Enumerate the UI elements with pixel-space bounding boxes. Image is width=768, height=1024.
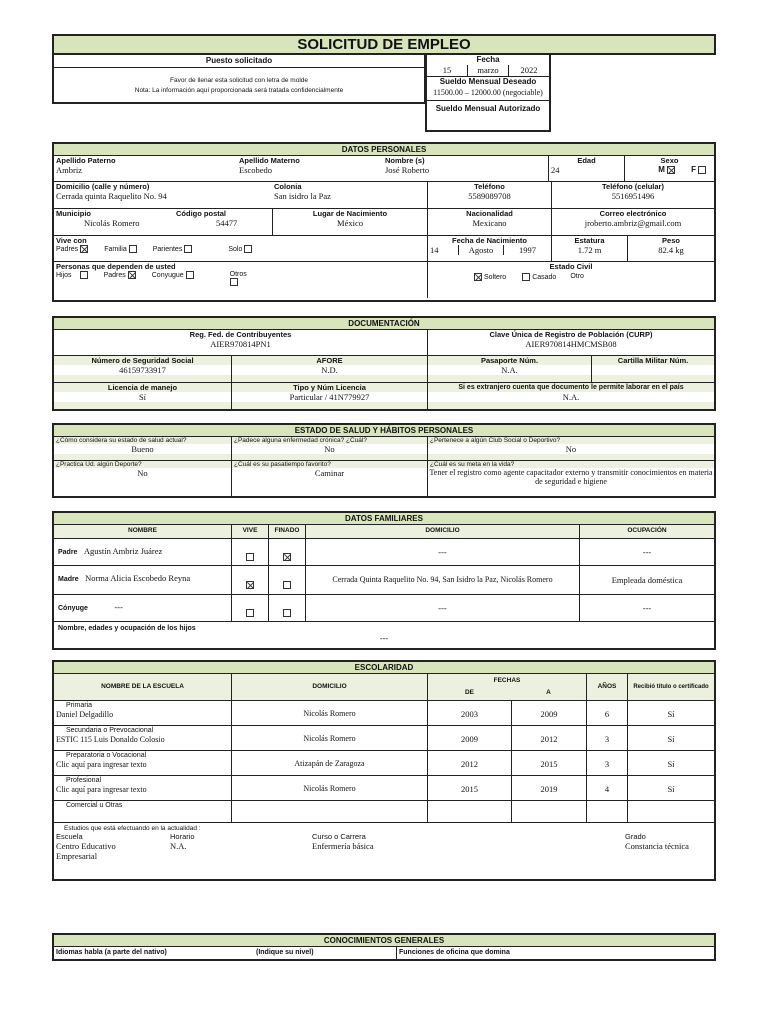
familiar-row-padre bbox=[54, 538, 714, 565]
colonia-cell bbox=[272, 182, 427, 208]
conocimientos-section bbox=[52, 933, 716, 961]
salud-q6-cell bbox=[427, 461, 714, 496]
col-vive: VIVE bbox=[231, 525, 268, 538]
funciones-label: Funciones de oficina que domina bbox=[396, 947, 714, 959]
pasaporte-value[interactable]: N.A. bbox=[428, 365, 591, 375]
salud-q3: ¿Pertenece a algún Club Social o Deportivo? bbox=[430, 437, 561, 444]
rfc-value[interactable]: AIER970814PN1 bbox=[210, 339, 271, 349]
esc-anos[interactable]: 4 bbox=[586, 776, 627, 800]
salud-q5: ¿Cuál es su pasatiempo favorito? bbox=[232, 461, 427, 468]
padre-vive-cell bbox=[231, 539, 268, 565]
cartilla-cell bbox=[591, 356, 714, 382]
esc-de[interactable]: 2009 bbox=[427, 726, 511, 750]
salud-a6[interactable]: Tener el registro como agente capacitador externo y transmitir conocimientos en materia de seguridad e higiene bbox=[429, 468, 713, 486]
conocimientos-header bbox=[54, 947, 714, 959]
familiar-row-conyugue bbox=[54, 594, 714, 621]
sexo-m-checkbox[interactable] bbox=[667, 166, 675, 174]
actual-curso-cell bbox=[310, 832, 623, 861]
edad-cell bbox=[548, 156, 624, 181]
salud-q3-cell bbox=[427, 437, 714, 460]
peso-value[interactable]: 82.4 kg bbox=[658, 245, 684, 255]
ec-otro-label: Otro bbox=[570, 273, 584, 280]
salud-section bbox=[52, 423, 716, 498]
vive-solo-checkbox[interactable] bbox=[244, 245, 252, 253]
esc-de[interactable]: 2015 bbox=[427, 776, 511, 800]
salud-q2-cell bbox=[231, 437, 427, 460]
esc-titulo[interactable]: Sí bbox=[627, 776, 714, 800]
tipo-lic-value[interactable]: Particular / 41N779927 bbox=[232, 392, 427, 402]
dep-hijos-checkbox[interactable] bbox=[80, 271, 88, 279]
madre-vive-checkbox[interactable] bbox=[246, 581, 254, 589]
doc-row-2 bbox=[54, 355, 714, 382]
conocimientos-title: CONOCIMIENTOS GENERALES bbox=[54, 935, 714, 947]
apellido-materno-value[interactable]: Escobedo bbox=[239, 165, 273, 175]
peso-label: Peso bbox=[662, 236, 680, 245]
actual-grado-cell bbox=[623, 832, 714, 861]
estatura-value[interactable]: 1.72 m bbox=[577, 245, 602, 255]
esc-col-escuela: NOMBRE DE LA ESCUELA bbox=[101, 683, 184, 690]
dp-row-5 bbox=[54, 261, 714, 298]
sueldo-deseado-value[interactable]: 11500.00 – 12000.00 (negociable) bbox=[427, 87, 549, 101]
esc-nivel: Primaria bbox=[66, 702, 93, 709]
padre-cell bbox=[54, 539, 231, 565]
afore-value[interactable]: N.D. bbox=[232, 365, 427, 375]
pasaporte-label: Pasaporte Núm. bbox=[480, 356, 539, 365]
apellido-paterno-cell bbox=[54, 156, 237, 181]
idiomas-label: Idiomas habla (a parte del nativo) bbox=[56, 949, 167, 956]
esc-escuela[interactable]: Clic aquí para ingresar texto bbox=[56, 760, 147, 769]
actual-grado-label: Grado bbox=[625, 832, 646, 841]
salud-q1: ¿Cómo considera su estado de salud actual? bbox=[56, 437, 187, 444]
dp-row-3 bbox=[54, 208, 714, 235]
esc-domicilio[interactable]: Nicolás Romero bbox=[231, 776, 427, 800]
salud-row-2 bbox=[54, 460, 714, 496]
apellido-materno-cell bbox=[237, 156, 383, 181]
actual-escuela-value[interactable]: Centro Educativo Empresarial bbox=[56, 841, 116, 861]
cartilla-label: Cartilla Militar Núm. bbox=[617, 356, 689, 365]
vive-parientes-label: Parientes bbox=[152, 245, 183, 253]
nss-label: Número de Seguridad Social bbox=[91, 356, 194, 365]
vive-parientes-checkbox[interactable] bbox=[184, 245, 192, 253]
salud-q1-cell bbox=[54, 437, 231, 460]
extranjero-value[interactable]: N.A. bbox=[428, 392, 714, 402]
lugar-nac-label: Lugar de Nacimiento bbox=[312, 209, 388, 218]
ec-soltero-checkbox[interactable] bbox=[474, 273, 482, 281]
dependen-cell bbox=[54, 262, 427, 298]
fecha-nac-label: Fecha de Nacimiento bbox=[451, 236, 528, 245]
escolaridad-section bbox=[52, 660, 716, 881]
dep-conyugue-label: Conyugue bbox=[151, 271, 184, 279]
colonia-label: Colonia bbox=[274, 182, 302, 191]
salud-a5[interactable]: Caminar bbox=[314, 468, 345, 478]
telefono-label: Teléfono bbox=[474, 182, 505, 191]
salud-a1[interactable]: Bueno bbox=[54, 444, 231, 454]
esc-col-fechas: FECHAS bbox=[493, 677, 521, 684]
esc-titulo[interactable] bbox=[627, 801, 714, 822]
escolaridad-rows bbox=[54, 700, 714, 822]
dep-padres-label: Padres bbox=[103, 271, 126, 279]
actual-grado-value[interactable]: Constancia técnica bbox=[625, 841, 689, 851]
salud-title: ESTADO DE SALUD Y HÁBITOS PERSONALES bbox=[54, 425, 714, 437]
escolaridad-header bbox=[54, 674, 714, 700]
correo-label: Correo electrónico bbox=[599, 209, 667, 218]
nombre-label: Nombre (s) bbox=[385, 156, 425, 165]
fecha-nac-month[interactable]: Agosto bbox=[458, 245, 504, 255]
sexo-label: Sexo bbox=[660, 156, 679, 165]
licencia-label: Licencia de manejo bbox=[107, 383, 178, 392]
instruction-text: Favor de llenar esta solicitud con letra de molde bbox=[169, 77, 309, 84]
madre-ocupacion[interactable]: Empleada doméstica bbox=[579, 566, 714, 594]
salud-a3[interactable]: No bbox=[428, 444, 714, 454]
domicilio-value[interactable]: Cerrada quinta Raquelito No. 94 bbox=[56, 191, 167, 201]
extranjero-label: Si es extranjero cuenta que documento le permite laborar en el país bbox=[458, 384, 684, 391]
esc-anos[interactable]: 3 bbox=[586, 751, 627, 775]
puesto-field[interactable] bbox=[54, 68, 424, 76]
familiar-row-madre bbox=[54, 565, 714, 594]
doc-row-1 bbox=[54, 330, 714, 355]
esc-domicilio[interactable]: Nicolás Romero bbox=[231, 701, 427, 725]
sexo-cell bbox=[624, 156, 714, 181]
esc-school-cell bbox=[54, 801, 231, 822]
madre-domicilio[interactable]: Cerrada Quinta Raquelito No. 94, San Isidro la Paz, Nicolás Romero bbox=[305, 566, 579, 594]
dep-padres-checkbox[interactable] bbox=[128, 271, 136, 279]
celular-value[interactable]: 5516951496 bbox=[611, 191, 655, 201]
padre-name[interactable]: Agustín Ambriz Juárez bbox=[83, 546, 163, 556]
afore-cell bbox=[231, 356, 427, 382]
afore-label: AFORE bbox=[316, 356, 343, 365]
esc-nivel: Secundaria o Prevocacional bbox=[66, 727, 154, 734]
esc-school-cell bbox=[54, 751, 231, 775]
dep-otros-checkbox[interactable] bbox=[230, 278, 238, 286]
fecha-nac-day[interactable]: 14 bbox=[430, 245, 439, 255]
ec-soltero-label: Soltero bbox=[484, 273, 507, 281]
escolaridad-row bbox=[54, 725, 714, 750]
correo-cell bbox=[551, 209, 714, 235]
padre-ocupacion[interactable]: --- bbox=[579, 539, 714, 565]
conyugue-ocupacion[interactable]: --- bbox=[579, 595, 714, 621]
municipio-value[interactable]: Nicolás Romero bbox=[84, 218, 140, 228]
escolaridad-row bbox=[54, 800, 714, 822]
estudios-actuales bbox=[54, 822, 714, 868]
hijos-value[interactable]: --- bbox=[379, 633, 389, 643]
familiar-row-hijos bbox=[54, 621, 714, 649]
dp-row-2 bbox=[54, 181, 714, 208]
esc-escuela[interactable]: Clic aquí para ingresar texto bbox=[56, 785, 147, 794]
fecha-row bbox=[427, 65, 549, 77]
tipo-lic-cell bbox=[231, 383, 427, 409]
padre-vive-checkbox[interactable] bbox=[246, 553, 254, 561]
salud-q2: ¿Padece alguna enfermedad crónica? ¿Cuál? bbox=[234, 437, 367, 444]
conyugue-cell bbox=[54, 595, 231, 621]
col-ocupacion: OCUPACIÓN bbox=[579, 525, 714, 538]
colonia-value[interactable]: San isidro la Paz bbox=[274, 191, 331, 201]
curp-label: Clave Única de Registro de Población (CURP) bbox=[489, 330, 653, 339]
escolaridad-row bbox=[54, 700, 714, 725]
actual-label: Estudios que está efectuando en la actualidad : bbox=[64, 825, 201, 832]
madre-finado-checkbox[interactable] bbox=[283, 581, 291, 589]
vive-familia-checkbox[interactable] bbox=[129, 245, 137, 253]
edad-value[interactable]: 24 bbox=[551, 165, 560, 175]
actual-curso-label: Curso o Carrera bbox=[312, 832, 366, 841]
esc-anos[interactable]: 6 bbox=[586, 701, 627, 725]
col-nombre: NOMBRE bbox=[54, 525, 231, 538]
puesto-label: Puesto solicitado bbox=[54, 54, 424, 68]
ec-casado-checkbox[interactable] bbox=[522, 273, 530, 281]
cp-value[interactable]: 54477 bbox=[216, 218, 238, 228]
fecha-label: Fecha bbox=[476, 55, 500, 64]
esc-anos[interactable] bbox=[586, 801, 627, 822]
salud-a4[interactable]: No bbox=[137, 468, 148, 478]
salud-q6: ¿Cuál es su meta en la vida? bbox=[428, 461, 714, 468]
cartilla-value[interactable] bbox=[592, 365, 714, 375]
lugar-nac-value[interactable]: México bbox=[337, 218, 363, 228]
curp-value[interactable]: AIER970814HMCMSB08 bbox=[525, 339, 617, 349]
lugar-nac-cell bbox=[272, 209, 427, 235]
celular-label: Teléfono (celular) bbox=[602, 182, 664, 191]
vive-solo-label: Solo bbox=[228, 245, 243, 253]
salud-a2[interactable]: No bbox=[232, 444, 427, 454]
estado-civil-label: Estado Civil bbox=[549, 262, 593, 271]
sueldo-deseado-label: Sueldo Mensual Deseado bbox=[439, 77, 537, 86]
familiares-title: DATOS FAMILIARES bbox=[54, 513, 714, 525]
escolaridad-row bbox=[54, 775, 714, 800]
padre-label: Padre bbox=[58, 549, 78, 556]
licencia-value[interactable]: Sí bbox=[54, 392, 231, 402]
esc-col-titulo: Recibió título o certificado bbox=[627, 674, 714, 700]
esc-school-cell bbox=[54, 701, 231, 725]
correo-value[interactable]: jroberto.ambriz@gmail.com bbox=[584, 218, 682, 228]
esc-a[interactable]: 2012 bbox=[511, 726, 586, 750]
fecha-nac-year[interactable]: 1997 bbox=[519, 245, 536, 255]
fecha-year[interactable]: 2022 bbox=[520, 65, 538, 75]
actual-horario-cell bbox=[168, 832, 310, 861]
nombre-cell bbox=[383, 156, 548, 181]
nivel-label: (Indique su nivel) bbox=[256, 949, 314, 956]
esc-col-de: DE bbox=[464, 689, 475, 696]
municipio-cell bbox=[54, 209, 272, 235]
telefono-value[interactable]: 5589089708 bbox=[468, 191, 511, 201]
licencia-cell bbox=[54, 383, 231, 409]
estatura-cell bbox=[551, 236, 627, 261]
hijos-cell bbox=[54, 622, 714, 649]
peso-cell bbox=[627, 236, 714, 261]
padre-domicilio[interactable]: --- bbox=[305, 539, 579, 565]
madre-finado-cell bbox=[268, 566, 305, 594]
esc-titulo[interactable]: Sí bbox=[627, 751, 714, 775]
esc-school-cell bbox=[54, 776, 231, 800]
domicilio-label: Domicilio (calle y número) bbox=[56, 182, 150, 191]
esc-de[interactable]: 2003 bbox=[427, 701, 511, 725]
escolaridad-row bbox=[54, 750, 714, 775]
datos-personales-title: DATOS PERSONALES bbox=[54, 144, 714, 156]
celular-cell bbox=[551, 182, 714, 208]
nss-value[interactable]: 46159733917 bbox=[54, 365, 231, 375]
header-section bbox=[52, 34, 716, 113]
padre-finado-checkbox[interactable] bbox=[283, 553, 291, 561]
dep-conyugue-checkbox[interactable] bbox=[186, 271, 194, 279]
vive-padres-checkbox[interactable] bbox=[80, 245, 88, 253]
header-right-box bbox=[425, 54, 551, 132]
salud-row-1 bbox=[54, 437, 714, 460]
escolaridad-title: ESCOLARIDAD bbox=[54, 662, 714, 674]
esc-col-a: A bbox=[546, 689, 551, 696]
edad-label: Edad bbox=[577, 156, 596, 165]
padre-finado-cell bbox=[268, 539, 305, 565]
esc-de[interactable]: 2012 bbox=[427, 751, 511, 775]
hijos-label: Nombre, edades y ocupación de los hijos bbox=[58, 625, 196, 632]
curp-cell bbox=[427, 330, 714, 355]
conyugue-name[interactable]: --- bbox=[114, 602, 123, 612]
nacionalidad-cell bbox=[427, 209, 551, 235]
conyugue-finado-cell bbox=[268, 595, 305, 621]
estatura-label: Estatura bbox=[574, 236, 605, 245]
apellido-paterno-value[interactable]: Ambriz bbox=[56, 165, 82, 175]
vive-con-label: Vive con bbox=[56, 236, 87, 245]
actual-horario-value[interactable]: N.A. bbox=[170, 841, 187, 851]
esc-nivel: Profesional bbox=[66, 777, 102, 784]
estudios-actuales-cell bbox=[54, 823, 714, 868]
actual-escuela-label: Escuela bbox=[56, 832, 83, 841]
actual-curso-value[interactable]: Enfermería básica bbox=[312, 841, 374, 851]
esc-school-cell bbox=[54, 726, 231, 750]
documentacion-section bbox=[52, 316, 716, 411]
esc-domicilio[interactable]: Nicolás Romero bbox=[231, 726, 427, 750]
dependen-label: Personas que dependen de usted bbox=[56, 262, 176, 271]
ec-casado-label: Casado bbox=[532, 273, 557, 281]
familiares-header bbox=[54, 525, 714, 538]
sexo-f-label: F bbox=[691, 165, 696, 174]
esc-nivel: Comercial u Otras bbox=[66, 802, 123, 809]
dp-row-4 bbox=[54, 235, 714, 261]
estado-civil-cell bbox=[427, 262, 714, 298]
actual-horario-label: Horario bbox=[170, 832, 195, 841]
telefono-cell bbox=[427, 182, 551, 208]
note-text: Nota: La información aquí proporcionada será tratada confidencialmente bbox=[134, 87, 344, 94]
sueldo-autorizado-label: Sueldo Mensual Autorizado bbox=[435, 104, 541, 113]
vive-padres-label: Padres bbox=[56, 245, 79, 253]
col-domicilio: DOMICILIO bbox=[305, 525, 579, 538]
cp-label: Código postal bbox=[176, 209, 226, 218]
esc-domicilio[interactable]: Atizapán de Zaragoza bbox=[231, 751, 427, 775]
madre-vive-cell bbox=[231, 566, 268, 594]
rfc-label: Reg. Fed. de Contribuyentes bbox=[189, 330, 292, 339]
conyugue-domicilio[interactable]: --- bbox=[305, 595, 579, 621]
fecha-month[interactable]: marzo bbox=[467, 65, 509, 76]
apellido-paterno-label: Apellido Paterno bbox=[56, 156, 116, 165]
esc-domicilio[interactable] bbox=[231, 801, 427, 822]
apellido-materno-label: Apellido Materno bbox=[239, 156, 300, 165]
vive-con-cell bbox=[54, 236, 427, 261]
madre-label: Madre bbox=[58, 576, 79, 583]
salud-q4-cell bbox=[54, 461, 231, 496]
dep-hijos-label: Hijos bbox=[56, 271, 72, 279]
esc-col-anos: AÑOS bbox=[586, 674, 627, 700]
esc-nivel: Preparatoria o Vocacional bbox=[66, 752, 147, 759]
esc-de[interactable] bbox=[427, 801, 511, 822]
esc-col-domicilio: DOMICILIO bbox=[231, 674, 427, 700]
esc-a[interactable]: 2009 bbox=[511, 701, 586, 725]
salud-q4: ¿Practica Ud. algún Deporte? bbox=[54, 461, 231, 468]
documentacion-title: DOCUMENTACIÓN bbox=[54, 318, 714, 330]
dep-otros-label: Otros bbox=[229, 271, 247, 278]
madre-cell bbox=[54, 566, 231, 594]
esc-a[interactable]: 2019 bbox=[511, 776, 586, 800]
actual-escuela-cell bbox=[54, 832, 168, 861]
esc-titulo[interactable]: Sí bbox=[627, 726, 714, 750]
tipo-lic-label: Tipo y Núm Licencia bbox=[293, 383, 366, 392]
conyugue-finado-checkbox[interactable] bbox=[283, 609, 291, 617]
conyugue-vive-checkbox[interactable] bbox=[246, 609, 254, 617]
esc-a[interactable] bbox=[511, 801, 586, 822]
esc-col-fechas-cell bbox=[427, 674, 586, 700]
esc-a[interactable]: 2015 bbox=[511, 751, 586, 775]
fecha-day[interactable]: 15 bbox=[442, 65, 452, 75]
vive-familia-label: Familia bbox=[104, 245, 127, 253]
sexo-m-label: M bbox=[658, 165, 665, 174]
doc-row-3 bbox=[54, 382, 714, 409]
nacionalidad-value[interactable]: Mexicano bbox=[472, 218, 507, 228]
page-title: SOLICITUD DE EMPLEO bbox=[52, 34, 716, 55]
esc-anos[interactable]: 3 bbox=[586, 726, 627, 750]
salud-q5-cell bbox=[231, 461, 427, 496]
dp-row-1 bbox=[54, 156, 714, 181]
nombre-value[interactable]: José Roberto bbox=[385, 165, 430, 175]
nss-cell bbox=[54, 356, 231, 382]
esc-escuela[interactable]: ESTIC 115 Luis Donaldo Colosio bbox=[56, 735, 165, 744]
conyugue-vive-cell bbox=[231, 595, 268, 621]
col-finado: FINADO bbox=[268, 525, 305, 538]
domicilio-cell bbox=[54, 182, 272, 208]
madre-name[interactable]: Norma Alicia Escobedo Reyna bbox=[85, 573, 191, 583]
fecha-nac-cell bbox=[427, 236, 551, 261]
rfc-cell bbox=[54, 330, 427, 355]
nacionalidad-label: Nacionalidad bbox=[466, 209, 513, 218]
header-left-box bbox=[52, 54, 426, 104]
familiares-section bbox=[52, 511, 716, 650]
sexo-f-checkbox[interactable] bbox=[698, 166, 706, 174]
extranjero-cell bbox=[427, 383, 714, 409]
esc-escuela[interactable]: Daniel Delgadillo bbox=[56, 710, 114, 719]
datos-personales-section bbox=[52, 142, 716, 302]
esc-titulo[interactable]: Sí bbox=[627, 701, 714, 725]
pasaporte-cell bbox=[427, 356, 591, 382]
conyugue-label: Cónyuge bbox=[58, 605, 88, 612]
municipio-label: Municipio bbox=[56, 209, 91, 218]
